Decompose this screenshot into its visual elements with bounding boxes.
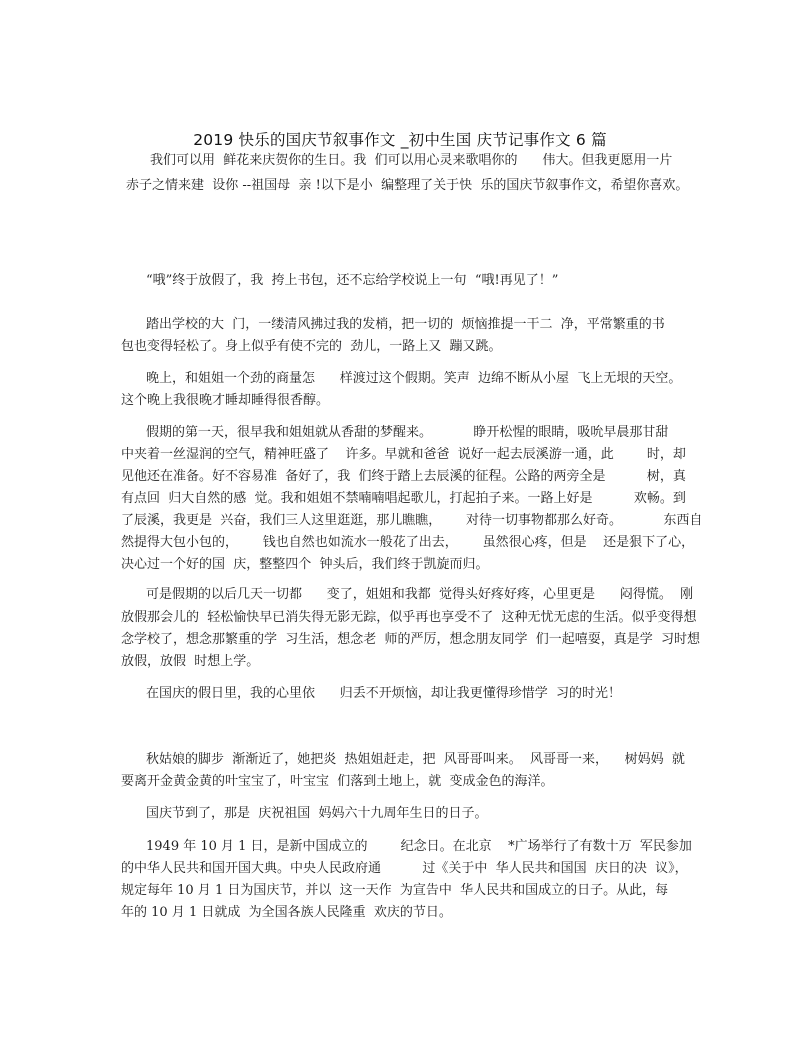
paragraph-line: 要离开金黄金黄的叶宝宝了，叶宝宝 们落到土地上，就 变成金色的海洋。 (121, 774, 554, 789)
paragraph-line: 1949 年 10 月 1 日，是新中国成立的 纪念日。在北京 *广场举行了有数十万 军民参加 (146, 839, 692, 854)
paragraph-line: 决心过一个好的国 庆，整整四个 钟头后，我们终于凯旋而归。 (121, 557, 489, 572)
paragraph-line: 在国庆的假日里，我的心里依 归丢不开烦恼，却让我更懂得珍惜学 习的时光！ (146, 686, 622, 701)
paragraph-line: 念学校了，想念那繁重的学 习生活，想念老 师的严厉，想念朋友同学 们一起嘻耍，真是学 习时想 (121, 632, 701, 647)
intro-line-2: 赤子之情来建 设你 --祖国母 亲 !以下是小 编整理了关于快 乐的国庆节叙事作文，希望你喜欢。 (126, 178, 689, 193)
paragraph-line: 秋姑娘的脚步 渐渐近了，她把炎 热姐姐赶走，把 风哥哥叫来。 风哥哥一来， 树妈妈 就 (146, 752, 685, 767)
page-title: 2019 快乐的国庆节叙事作文 _初中生国 庆节记事作文 6 篇 (193, 131, 607, 149)
paragraph-line: 踏出学校的大 门，一缕清风拂过我的发梢，把一切的 烦恼推提一干二 净，平常繁重的书 (146, 317, 665, 332)
paragraph-line: 国庆节到了，那是 庆祝祖国 妈妈六十九周年生日的日子。 (146, 806, 488, 821)
paragraph-line: 这个晚上我很晚才睡却睡得很香醇。 (121, 393, 330, 408)
paragraph-line: 放假那会儿的 轻松愉快早已消失得无影无踪，似乎再也享受不了 这种无忧无虑的生活。似乎变得想 (121, 610, 697, 625)
paragraph-line: 见他还在准备。好不容易准 备好了，我 们终于踏上去辰溪的征程。公路的两旁全是 树，真 (121, 469, 686, 484)
paragraph-line: 规定每年 10 月 1 日为国庆节，并以 这一天作 为宣告中 华人民共和国成立的日子。从此，每 (121, 883, 669, 898)
paragraph-line: 假期的第一天，很早我和姐姐就从香甜的梦醒来。 睁开松惺的眼睛，吸吮早晨那甘甜 (146, 425, 669, 440)
paragraph-line: 有点回 归大自然的感 觉。我和姐姐不禁喃喃唱起歌儿，打起拍子来。一路上好是 欢畅。到 (121, 491, 686, 506)
paragraph-line: 的中华人民共和国开国大典。中央人民政府通 过《关于中 华人民共和国国 庆日的决 议》， (121, 861, 688, 876)
paragraph-line: 年的 10 月 1 日就成 为全国各族人民隆重 欢庆的节日。 (121, 905, 452, 920)
paragraph-line: “哦”终于放假了，我 挎上书包，还不忘给学校说上一句 “哦!再见了！” (146, 273, 559, 288)
paragraph-line: 放假，放假 时想上学。 (121, 654, 260, 669)
paragraph-line: 可是假期的以后几天一切都 变了，姐姐和我都 觉得头好疼好疼，心里更是 闷得慌。 刚 (146, 587, 694, 602)
paragraph-line: 然提得大包小包的， 钱也自然也如流水一般花了出去， 虽然很心疼，但是 还是狠下了心， (121, 535, 695, 550)
paragraph-line: 包也变得轻松了。身上似乎有使不完的 劲儿，一路上又 蹦又跳。 (121, 339, 502, 354)
paragraph-line: 了辰溪，我更是 兴奋，我们三人这里逛逛，那儿瞧瞧， 对待一切事物都那么好奇。 东西自 (121, 513, 703, 528)
intro-line-1: 我们可以用 鲜花来庆贺你的生日。我 们可以用心灵来歌唱你的 伟大。但我更愿用一片 (150, 153, 673, 168)
paragraph-line: 晚上，和姐姐一个劲的商量怎 样渡过这个假期。笑声 边绵不断从小屋 飞上无垠的天空。 (146, 371, 682, 386)
paragraph-line: 中夹着一丝湿润的空气，精神旺盛了 许多。早就和爸爸 说好一起去辰溪游一通，此 时，却 (121, 447, 686, 462)
